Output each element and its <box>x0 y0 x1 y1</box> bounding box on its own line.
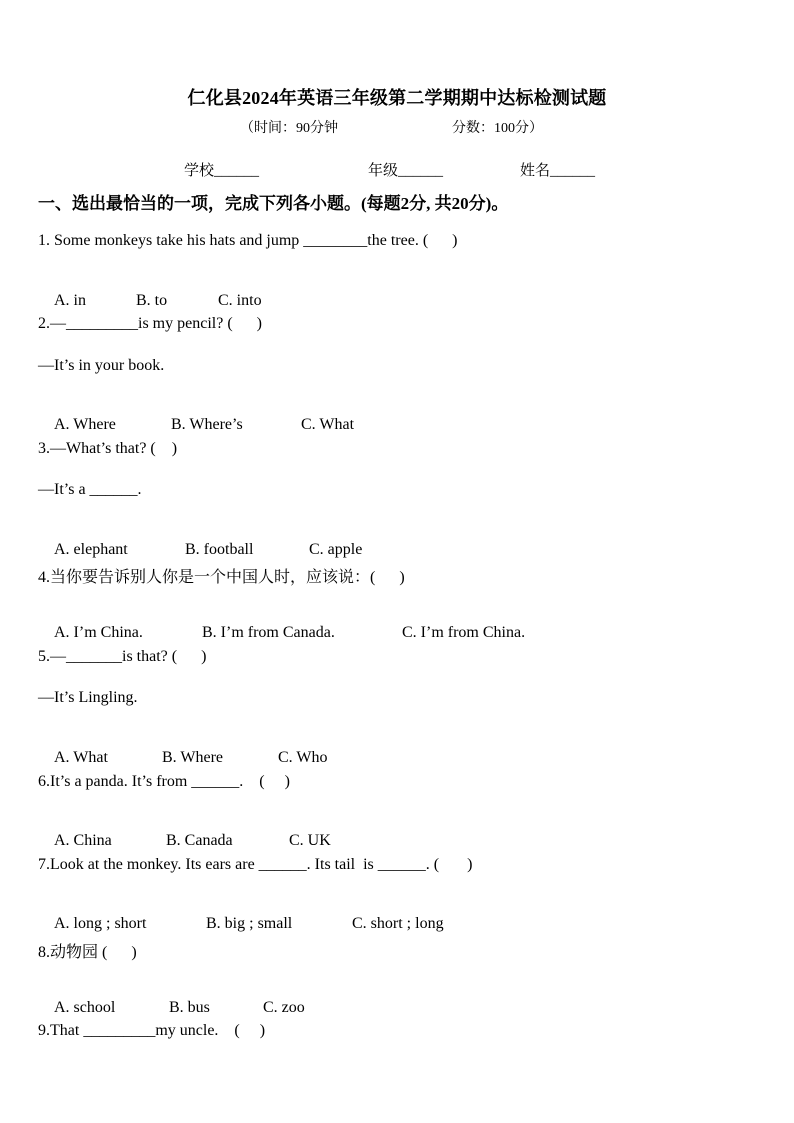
option-c: C. apple <box>309 541 363 558</box>
option-a: A. I’m China. <box>54 624 143 641</box>
exam-title: 仁化县2024年英语三年级第二学期期中达标检测试题 <box>187 88 607 108</box>
option-a: A. What <box>54 749 108 766</box>
school-field: 学校______ <box>184 163 260 179</box>
exam-time: （时间：90分钟 <box>240 121 338 136</box>
option-c: C. short ; long <box>352 915 444 932</box>
question-3: 3.—What’s that? ( ) <box>38 440 178 457</box>
question-7: 7.Look at the monkey. Its ears are ______. Its tail is ______. ( ) <box>38 856 473 873</box>
question-8: 8.动物园 ( ) <box>38 944 137 961</box>
question-5: 5.—_______is that? ( ) <box>38 648 207 665</box>
question-9: 9.That _________my uncle. ( ) <box>38 1022 266 1039</box>
option-b: B. Canada <box>166 832 233 849</box>
option-b: B. big ; small <box>206 915 293 932</box>
option-b: B. Where’s <box>171 416 243 433</box>
section-title: 一、选出最恰当的一项，完成下列各小题。(每题2分, 共20分)。 <box>38 194 509 213</box>
grade-field: 年级______ <box>368 163 444 179</box>
question-5-answer-line: —It’s Lingling. <box>38 689 138 706</box>
option-c: C. into <box>218 292 262 309</box>
option-b: B. to <box>136 292 168 309</box>
exam-score: 分数：100分） <box>452 121 543 136</box>
option-a: A. Where <box>54 416 116 433</box>
option-b: B. bus <box>169 999 210 1016</box>
option-a: A. school <box>54 999 116 1016</box>
option-b: B. I’m from Canada. <box>202 624 335 641</box>
option-a: A. in <box>54 292 86 309</box>
option-c: C. zoo <box>263 999 305 1016</box>
option-a: A. long ; short <box>54 915 147 932</box>
question-3-answer-line: —It’s a ______. <box>38 481 142 498</box>
option-a: A. China <box>54 832 112 849</box>
question-6: 6.It’s a panda. It’s from ______. ( ) <box>38 773 290 790</box>
option-c: C. I’m from China. <box>402 624 526 641</box>
option-b: B. football <box>185 541 254 558</box>
question-2: 2.—_________is my pencil? ( ) <box>38 315 262 332</box>
question-4: 4.当你要告诉别人你是一个中国人时，应该说：( ) <box>38 569 405 586</box>
question-1: 1. Some monkeys take his hats and jump ________the tree. ( ) <box>38 232 458 249</box>
option-c: C. What <box>301 416 355 433</box>
option-a: A. elephant <box>54 541 128 558</box>
question-2-answer-line: —It’s in your book. <box>38 357 165 374</box>
name-field: 姓名______ <box>520 163 596 179</box>
option-b: B. Where <box>162 749 224 766</box>
option-c: C. UK <box>289 832 331 849</box>
option-c: C. Who <box>278 749 328 766</box>
